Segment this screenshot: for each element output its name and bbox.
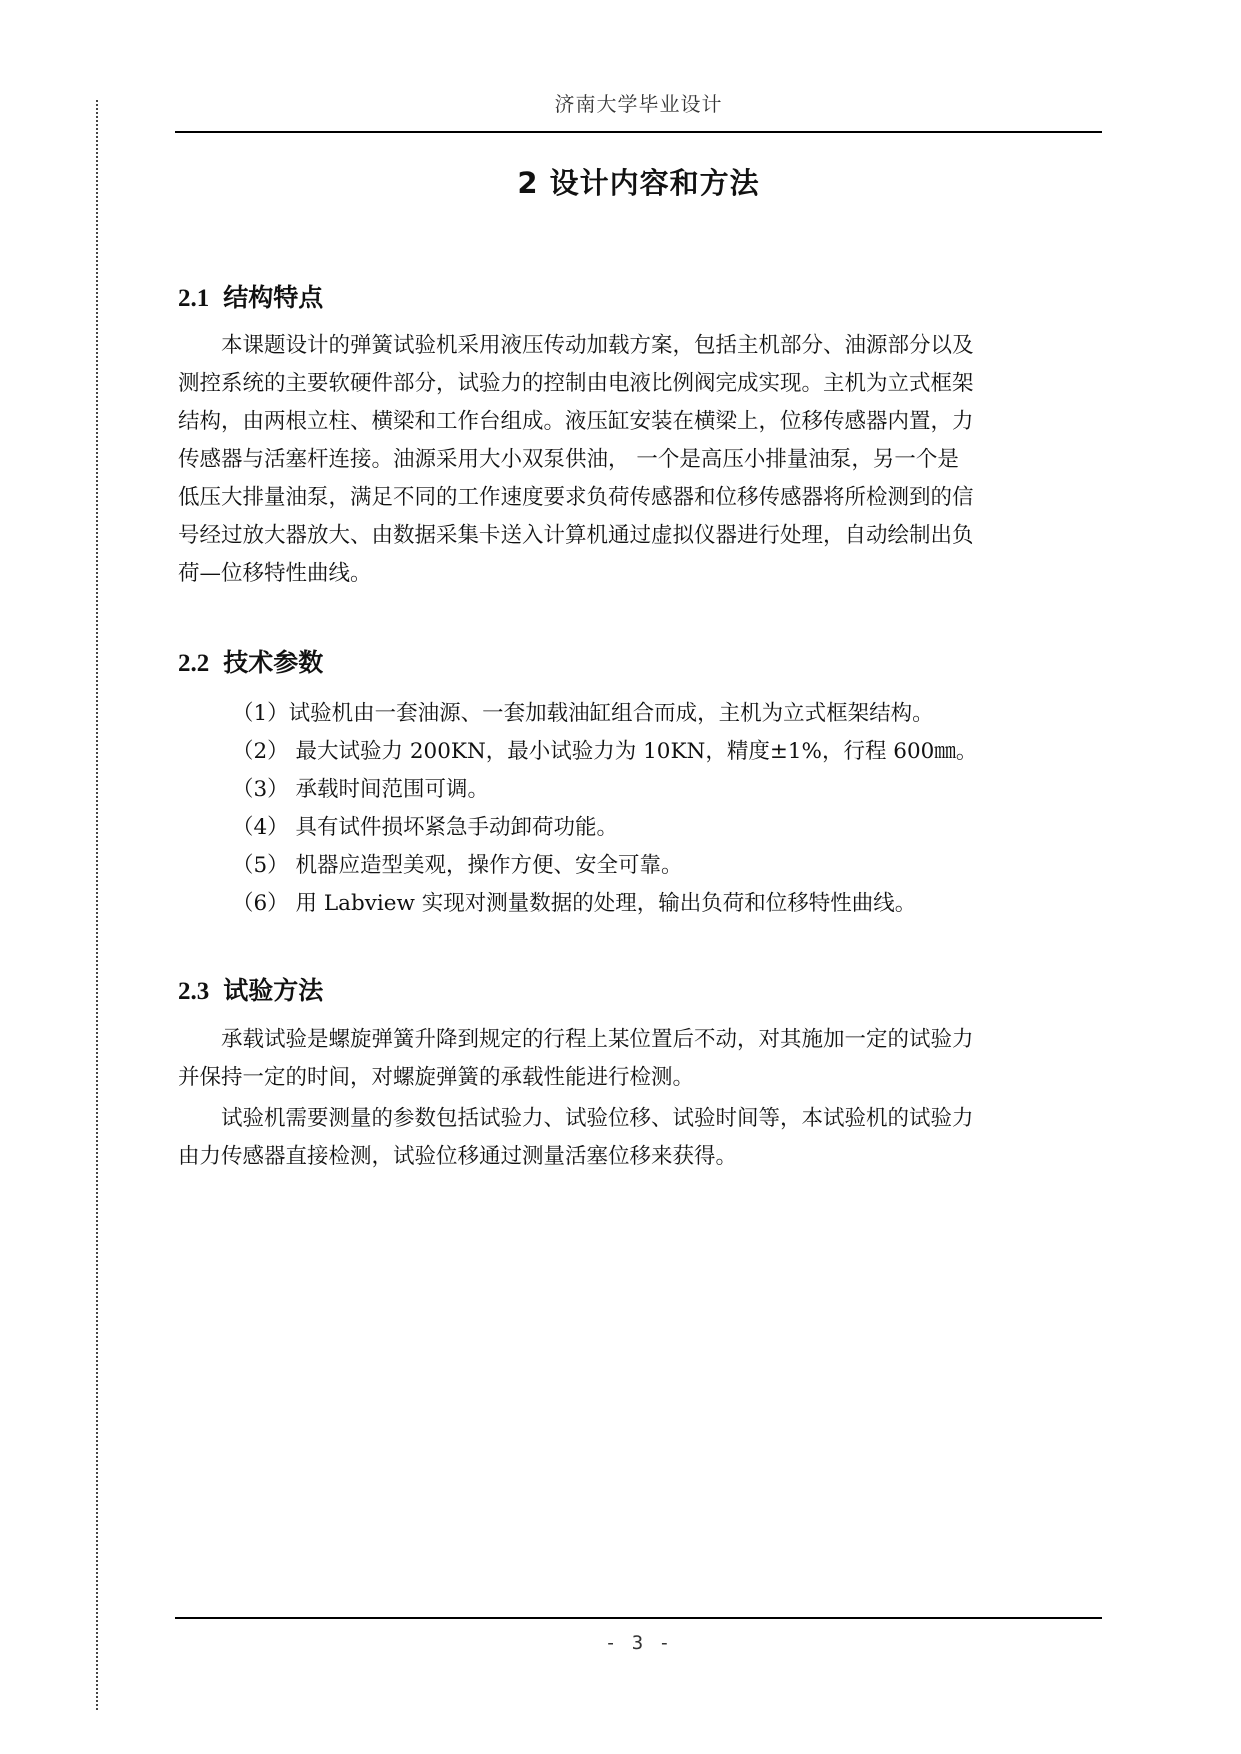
paragraph-line: 试验机需要测量的参数包括试验力、试验位移、试验时间等，本试验机的试验力 — [221, 1106, 974, 1131]
running-header: 济南大学毕业设计 — [554, 92, 723, 116]
paragraph-line: 测控系统的主要软硬件部分，试验力的控制由电液比例阀完成实现。主机为立式框架 — [178, 371, 974, 396]
list-item: （2） 最大试验力 200KN，最小试验力为 10KN，精度±1%，行程 600㎜。 — [232, 739, 978, 764]
section-title: 结构特点 — [223, 283, 324, 312]
paragraph-line: 由力传感器直接检测，试验位移通过测量活塞位移来获得。 — [178, 1144, 738, 1169]
section-title: 技术参数 — [223, 648, 324, 677]
paragraph-line: 结构，由两根立柱、横梁和工作台组成。液压缸安装在横梁上，位移传感器内置，力 — [178, 409, 974, 434]
paragraph-line: 承载试验是螺旋弹簧升降到规定的行程上某位置后不动，对其施加一定的试验力 — [221, 1027, 974, 1052]
footer-rule — [175, 1617, 1102, 1619]
list-item: （4） 具有试件损坏紧急手动卸荷功能。 — [232, 815, 619, 840]
list-item: （1）试验机由一套油源、一套加载油缸组合而成，主机为立式框架结构。 — [232, 701, 934, 726]
paragraph-line: 号经过放大器放大、由数据采集卡送入计算机通过虚拟仪器进行处理，自动绘制出负 — [178, 523, 974, 548]
chapter-title: 2 设计内容和方法 — [517, 166, 760, 200]
list-item: （5） 机器应造型美观，操作方便、安全可靠。 — [232, 853, 683, 878]
section-heading-2-3 — [178, 971, 323, 1007]
list-item: （6） 用 Labview 实现对测量数据的处理，输出负荷和位移特性曲线。 — [232, 891, 917, 916]
section-number: 2.1 — [178, 285, 210, 312]
list-item: （3） 承载时间范围可调。 — [232, 777, 490, 802]
paragraph-test-method-1 — [178, 1021, 1102, 1097]
binding-dotted-line — [96, 100, 98, 1710]
paragraph-line: 并保持一定的时间，对螺旋弹簧的承载性能进行检测。 — [178, 1065, 695, 1090]
section-title: 试验方法 — [223, 976, 324, 1005]
paragraph-line: 荷—位移特性曲线。 — [178, 561, 372, 586]
page-number: - 3 - — [604, 1632, 673, 1654]
paragraph-structure-features — [178, 327, 1102, 593]
section-heading-2-1 — [178, 278, 323, 314]
paragraph-line: 低压大排量油泵，满足不同的工作速度要求负荷传感器和位移传感器将所检测到的信 — [178, 485, 974, 510]
paragraph-test-method-2 — [178, 1100, 1102, 1176]
header-rule — [175, 131, 1102, 133]
paragraph-line: 本课题设计的弹簧试验机采用液压传动加载方案，包括主机部分、油源部分以及 — [221, 333, 974, 358]
paragraph-line: 传感器与活塞杆连接。油源采用大小双泵供油， 一个是高压小排量油泵，另一个是 — [178, 447, 959, 472]
section-number: 2.3 — [178, 978, 210, 1005]
section-number: 2.2 — [178, 650, 210, 677]
section-heading-2-2 — [178, 643, 323, 679]
